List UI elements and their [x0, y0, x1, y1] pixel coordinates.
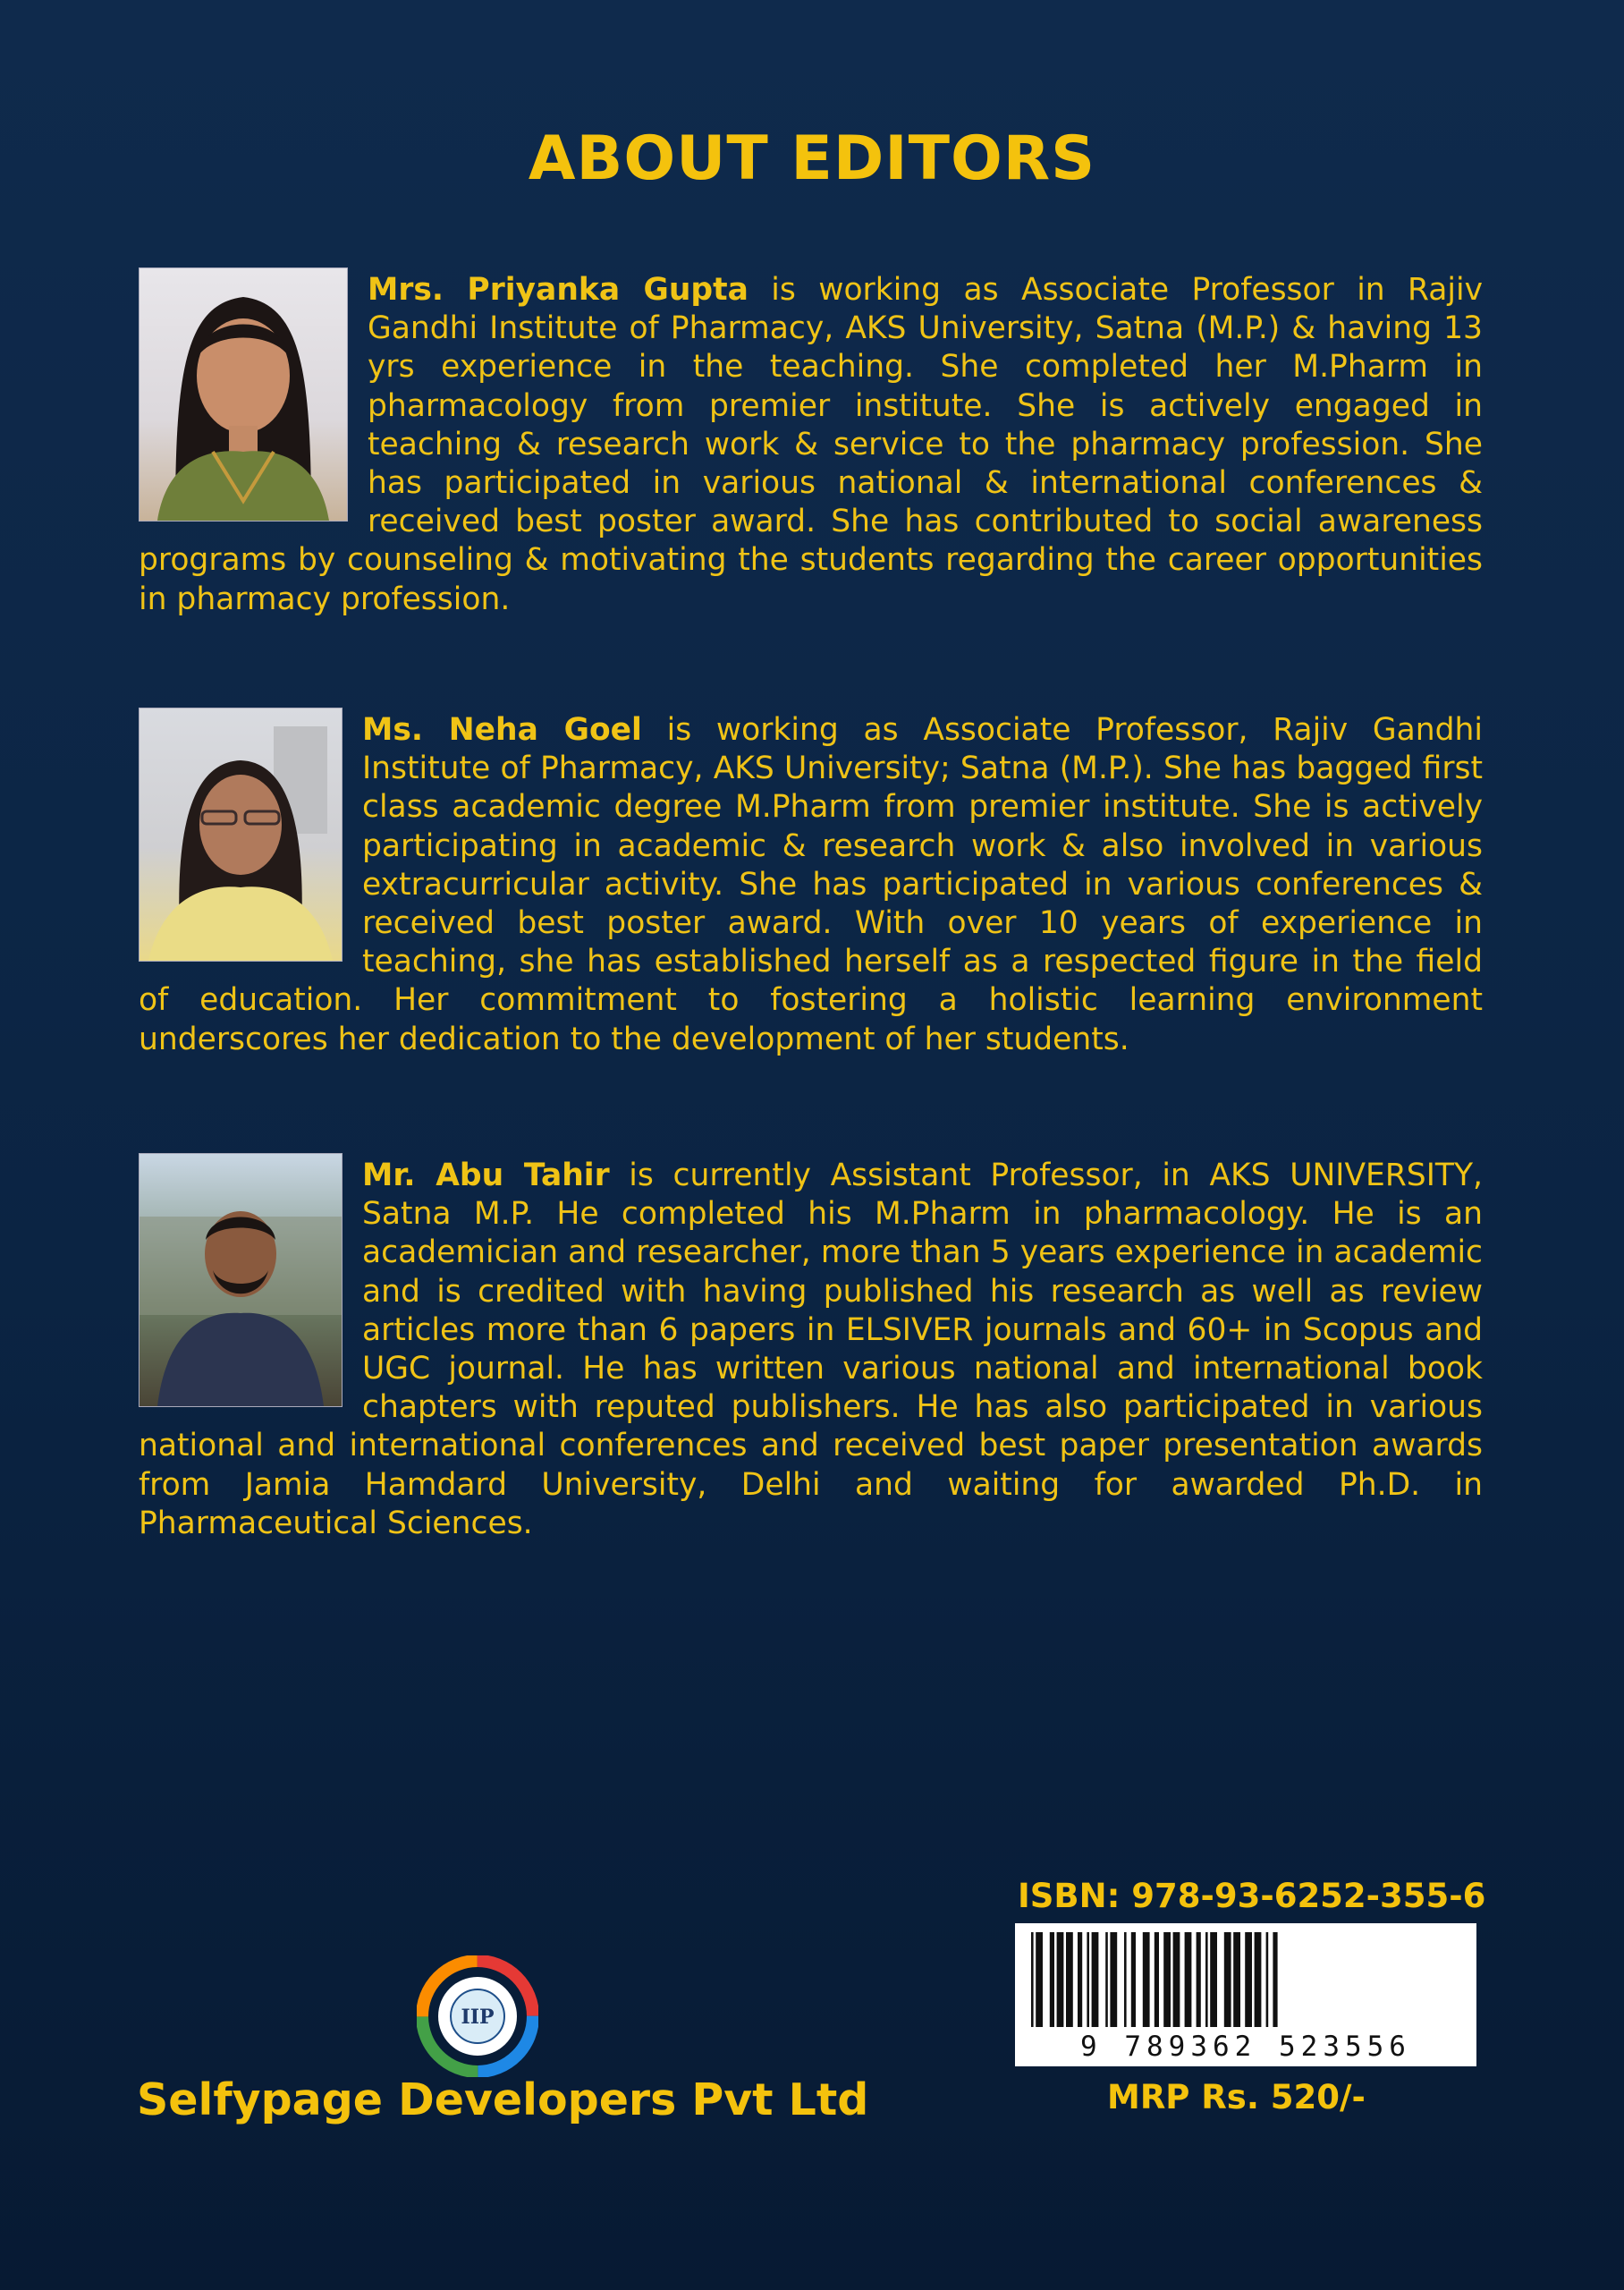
barcode-digits: 9 789362 523556	[1080, 2031, 1411, 2063]
barcode-bar	[1110, 1932, 1117, 2027]
page-title: ABOUT EDITORS	[528, 123, 1096, 194]
barcode-bar	[1173, 1932, 1180, 2027]
barcode-bar	[1155, 1932, 1159, 2027]
barcode-bar	[1057, 1932, 1064, 2027]
barcode-bar	[1066, 1932, 1073, 2027]
barcode-bar	[1163, 1932, 1171, 2027]
editor-bio-neha-goel	[139, 711, 1483, 1059]
barcode-bar	[1124, 1932, 1127, 2027]
editor-photo-priyanka-gupta	[139, 267, 348, 522]
barcode-bar	[1036, 1932, 1043, 2027]
editor-bio-abu-tahir	[139, 1157, 1483, 1543]
barcode-bar	[1245, 1932, 1252, 2027]
barcode-bar	[1273, 1932, 1277, 2027]
barcode-bar	[1143, 1932, 1150, 2027]
logo-text: IIP	[461, 2006, 495, 2029]
barcode-bar	[1233, 1932, 1240, 2027]
barcode-bar	[1031, 1932, 1034, 2027]
publisher-logo-icon	[417, 1955, 538, 2077]
barcode-bar	[1205, 1932, 1208, 2027]
barcode-bar	[1078, 1932, 1082, 2027]
barcode-bar	[1255, 1932, 1262, 2027]
editor-description: is working as Associate Professor in Rajiv Gandhi Institute of Pharmacy, AKS University, Satna (M.P.) & having 13 yrs experience in the teaching. She completed her M.Pharm in pharmacology from premier institute. She is actively engaged in teaching & research work & service to the pharmacy profession. She has participated in various national & international conferences & received best poster award. She has contributed to social awareness programs by counseling & motivating the students regarding the career opportunities in pharmacy profession.	[139, 272, 1483, 617]
barcode-bar	[1197, 1932, 1201, 2027]
editor-name: Mr. Abu Tahir	[362, 1158, 610, 1193]
editor-name: Mrs. Priyanka Gupta	[368, 272, 749, 308]
barcode-bar	[1210, 1932, 1217, 2027]
isbn-label: ISBN: 978-93-6252-355-6	[1018, 1877, 1486, 1915]
editor-description: is working as Associate Professor, Rajiv Gandhi Institute of Pharmacy, AKS University; Satna (M.P.). She has bagged first class academic degree M.Pharm from premier institute. She is actively participating in academic & research work & also involved in various extracurricular activity. She has participated in various conferences & received best poster award. With over 10 years of experience in teaching, she has established herself as a respected figure in the field of education. Her commitment to fostering a holistic learning environment underscores her dedication to the development of her students.	[139, 712, 1483, 1057]
barcode-bar	[1266, 1932, 1269, 2027]
barcode-bar	[1105, 1932, 1108, 2027]
editor-name: Ms. Neha Goel	[362, 712, 642, 748]
barcode-bars	[1015, 1923, 1476, 2031]
editor-photo-neha-goel	[139, 708, 343, 962]
barcode-bar	[1050, 1932, 1054, 2027]
price-label: MRP Rs. 520/-	[1107, 2078, 1366, 2116]
barcode-bar	[1185, 1932, 1192, 2027]
barcode-bar	[1131, 1932, 1136, 2027]
editor-photo-abu-tahir	[139, 1153, 343, 1407]
barcode-bar	[1092, 1932, 1099, 2027]
barcode	[1015, 1923, 1476, 2066]
editor-description: is currently Assistant Professor, in AKS UNIVERSITY, Satna M.P. He completed his M.Pharm in pharmacology. He is an academician and researcher, more than 5 years experience in academic and is credited with having published his research as well as review articles more than 6 papers in ELSIVER journals and 60+ in Scopus and UGC journal. He has written various national and international book chapters with reputed publishers. He has also participated in various national and international conferences and received best paper presentation awards from Jamia Hamdard University, Delhi and waiting for awarded Ph.D. in Pharmaceutical Sciences.	[139, 1158, 1484, 1541]
barcode-bar	[1087, 1932, 1089, 2027]
barcode-bar	[1224, 1932, 1231, 2027]
publisher-name: Selfypage Developers Pvt Ltd	[137, 2074, 869, 2125]
editor-bio-priyanka-gupta	[139, 271, 1483, 619]
